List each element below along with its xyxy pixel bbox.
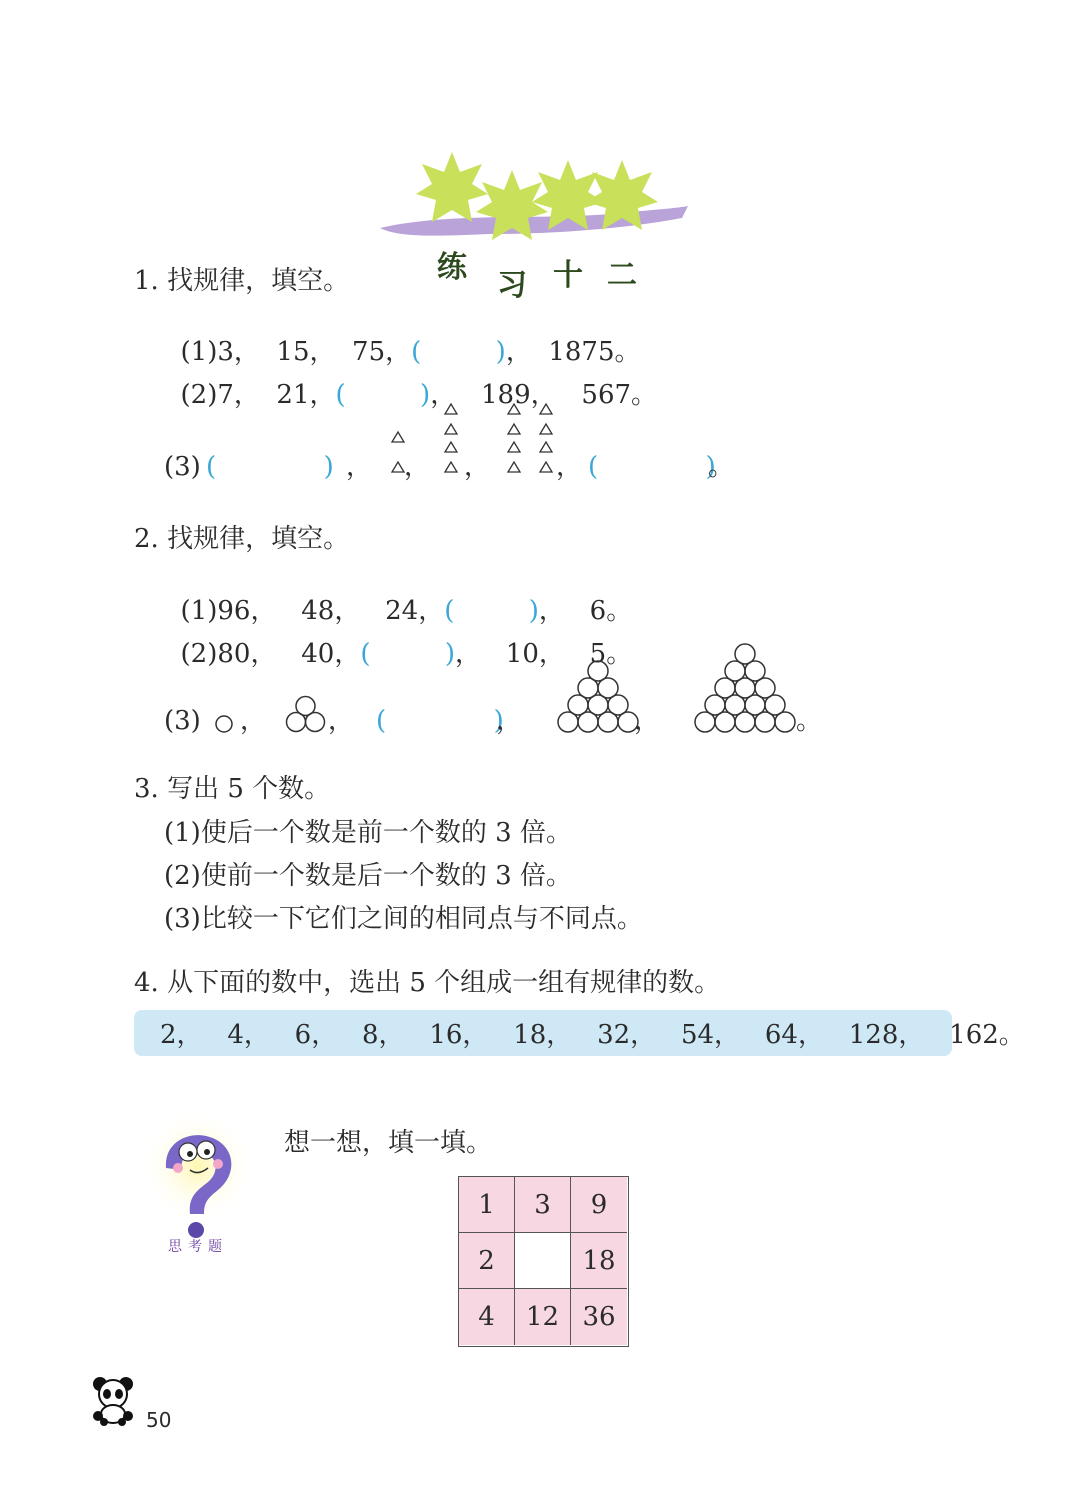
- q3-heading: 3. 写出 5 个数。: [134, 774, 331, 804]
- circle-icon: [735, 644, 755, 664]
- q1-line3-comma-1: ，: [404, 452, 431, 482]
- q3-item-3: (3)比较一下它们之间的相同点与不同点。: [164, 904, 643, 934]
- panda-icon: [88, 1374, 138, 1426]
- number-grid: [458, 1176, 629, 1347]
- circle-icon: [296, 697, 315, 716]
- triangle-icon: [445, 462, 457, 472]
- q1-heading: 1. 找规律，填空。: [134, 266, 350, 296]
- title-char-4: 二: [607, 258, 637, 293]
- q2-line3-comma-2: ，: [328, 706, 355, 736]
- grid-cell: 4: [459, 1289, 515, 1345]
- triangle-icon: [540, 424, 552, 434]
- circle-icon: [216, 716, 232, 732]
- grid-cell: 18: [571, 1233, 627, 1289]
- q2-line2-blank[interactable]: ( ): [360, 639, 455, 669]
- q2-line1-blank[interactable]: ( ): [444, 596, 539, 626]
- q1-line3-comma-3: ，: [556, 452, 583, 482]
- question-mark-mascot-icon: [138, 1112, 258, 1254]
- triangle-icon: [445, 442, 457, 452]
- q2-line2-prefix: (2)80， 40，: [180, 639, 361, 669]
- q2-line2-suffix: ， 10， 5。: [455, 639, 633, 669]
- title-char-3: 十: [553, 258, 583, 293]
- grid-cell: 2: [459, 1233, 515, 1289]
- triangle-icon: [508, 462, 520, 472]
- triangle-icon: [445, 424, 457, 434]
- triangle-icon: [508, 442, 520, 452]
- q2-line1-suffix: ， 6。: [538, 596, 633, 626]
- q2-line1-prefix: (1)96， 48， 24，: [180, 596, 445, 626]
- q2-line3-blank[interactable]: ( ): [376, 706, 504, 736]
- q3-item-2: (2)使前一个数是后一个数的 3 倍。: [164, 861, 572, 891]
- q1-line1-blank[interactable]: ( ): [411, 337, 506, 367]
- triangle-icon: [540, 442, 552, 452]
- grid-cell: 9: [571, 1177, 627, 1233]
- page-number: 50: [146, 1408, 172, 1432]
- q1-line3-blank2[interactable]: ( ): [588, 452, 716, 482]
- title-char-1: 练: [437, 250, 467, 285]
- q1-line3-prefix: (3): [164, 452, 201, 482]
- q4-heading: 4. 从下面的数中，选出 5 个组成一组有规律的数。: [134, 968, 721, 998]
- q2-line3-comma-4: ，: [634, 706, 661, 736]
- q1-line1-prefix: (1)3， 15， 75，: [180, 337, 412, 367]
- grid-cell: 1: [459, 1177, 515, 1233]
- q1-line3-end: 。: [708, 452, 735, 482]
- title-char-2: 习: [497, 268, 527, 303]
- triangle-icon: [508, 424, 520, 434]
- q2-line3-comma-1: ，: [240, 706, 267, 736]
- q1-line2-blank[interactable]: ( ): [335, 380, 431, 410]
- exercise-title: [370, 150, 700, 303]
- q1-line3-sep: ，: [346, 452, 373, 482]
- grid-cell: 36: [571, 1289, 627, 1345]
- triangle-icon: [540, 404, 552, 414]
- q1-line3-comma-2: ，: [464, 452, 491, 482]
- q2-line3-end: 。: [796, 706, 823, 736]
- title-star-4: [584, 158, 660, 293]
- grid-cell: 12: [515, 1289, 571, 1345]
- grid-cell: 3: [515, 1177, 571, 1233]
- triangle-icon: [392, 462, 404, 472]
- q1-line2-suffix: ， 189， 567。: [430, 380, 658, 410]
- triangle-icon: [445, 404, 457, 414]
- grid-cell-blank[interactable]: [515, 1233, 571, 1289]
- q2-line3-prefix: (3): [164, 706, 201, 736]
- triangle-icon: [540, 462, 552, 472]
- q2-line3-comma-3: ，: [496, 706, 523, 736]
- q4-numbers: 2， 4， 6， 8， 16， 18， 32， 54， 64， 128， 162。: [160, 1020, 1025, 1050]
- think-prompt: 想一想，填一填。: [284, 1128, 493, 1158]
- circle-icon: [588, 661, 608, 681]
- q2-heading: 2. 找规律，填空。: [134, 524, 350, 554]
- q3-item-1: (1)使后一个数是前一个数的 3 倍。: [164, 818, 572, 848]
- triangle-icon: [508, 404, 520, 414]
- triangle-icon: [392, 432, 404, 442]
- q1-line1-suffix: ， 1875。: [505, 337, 641, 367]
- thinking-question-label: 思考题: [168, 1239, 228, 1255]
- q1-line2-prefix: (2)7， 21，: [180, 380, 336, 410]
- q1-line3-blank1[interactable]: ( ): [206, 452, 334, 482]
